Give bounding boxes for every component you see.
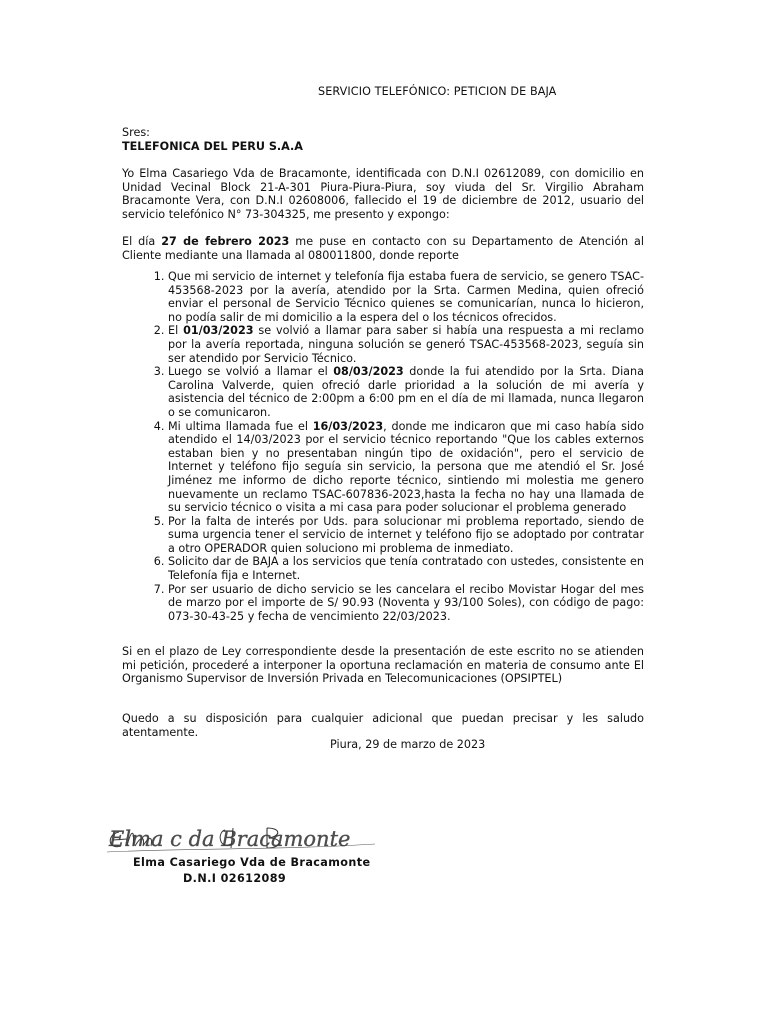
contact-text-post: me puse en contacto con su Departamento de Atención al Cliente mediante una llamada al 080011800, donde reporte bbox=[122, 235, 644, 262]
list-item bbox=[168, 270, 644, 324]
signature-text: Elma c da Bracamonte bbox=[109, 827, 351, 851]
list-item-text: El bbox=[168, 324, 184, 338]
list-item-text: Mi ultima llamada fue el bbox=[168, 419, 313, 433]
list-item-text: Luego se volvió a llamar el bbox=[168, 365, 334, 379]
report-list bbox=[122, 270, 644, 623]
list-item-text: , donde me indicaron que mi caso había sido atendido el 14/03/2023 por el servicio técnico reportando "Que los cables externos estaban bien y no presentaban ningún tipo de oxidación", pero el servicio de Internet y teléfono fijo seguía sin servicio, la persona que me atendió el Sr. José Jiménez me informo de dicho reporte técnico, sintiendo mi molestia me genero nuevamente un reclamo TSAC-607836-2023,hasta la fecha no hay una llamada de su servicio técnico o visita a mi casa para poder solucionar el problema generado bbox=[168, 419, 644, 515]
place-and-date: Piura, 29 de marzo de 2023 bbox=[330, 738, 486, 751]
intro-paragraph: Yo Elma Casariego Vda de Bracamonte, identificada con D.N.I 02612089, con domicilio en Unidad Vecinal Block 21-A-301 Piura-Piura-Piura, soy viuda del Sr. Virgilio Abraham Bracamonte Vera, con D.N.I 02608006, fallecido el 19 de diciembre de 2012, usuario del servicio telefónico N° 73-304325, me presento y expongo: bbox=[122, 167, 644, 221]
contact-paragraph bbox=[122, 235, 644, 262]
list-item-date: 01/03/2023 bbox=[183, 324, 254, 338]
list-item-text: donde la fui atendido por la Srta. Diana Carolina Valverde, quien ofreció darle prioridad a la solución de mi avería y asistencia del técnico de 2:00pm a 6:00 pm en el día de mi llamada, nunca llegaron o se comunicaron. bbox=[168, 365, 644, 419]
list-item bbox=[168, 583, 644, 624]
letter-title: SERVICIO TELEFÓNICO: PETICION DE BAJA bbox=[318, 85, 557, 98]
list-item-text: se volvió a llamar para saber si había una respuesta a mi reclamo por la avería reportada, ninguna solución se generó TSAC-453568-2023, seguía sin ser atendido por Servicio Técnico. bbox=[168, 324, 644, 365]
list-item bbox=[168, 515, 644, 556]
contact-text-pre: El día bbox=[122, 235, 162, 248]
list-item-date: 16/03/2023 bbox=[312, 419, 384, 433]
contact-date: 27 de febrero 2023 bbox=[161, 235, 290, 248]
farewell-paragraph: Quedo a su disposición para cualquier adicional que puedan precisar y les saludo atentamente. bbox=[122, 712, 644, 739]
signer-name: Elma Casariego Vda de Bracamonte bbox=[133, 856, 371, 869]
salutation-block bbox=[122, 126, 644, 153]
signer-dni: D.N.I 02612089 bbox=[183, 872, 287, 885]
list-item-text: Por ser usuario de dicho servicio se les cancelara el recibo Movistar Hogar del mes de marzo por el importe de S/ 90.93 (Noventa y 93/100 Soles), con código de pago: 073-30-43-25 y fecha de vencimiento 22/03/2023. bbox=[168, 582, 644, 623]
list-item-text: Por la falta de interés por Uds. para solucionar mi problema reportado, siendo de suma urgencia tener el servicio de internet y teléfono fijo se adoptado por contratar a otro OPERADOR quien soluciono mi problema de inmediato. bbox=[168, 514, 644, 555]
salutation: Sres: bbox=[122, 126, 150, 139]
list-item bbox=[168, 365, 644, 419]
list-item bbox=[168, 420, 644, 515]
list-item bbox=[168, 555, 644, 582]
handwritten-signature bbox=[105, 822, 380, 858]
list-item-text: Solicito dar de BAJA a los servicios que tenía contratado con ustedes, consistente en Telefonía fija e Internet. bbox=[168, 555, 644, 583]
list-item-text: Que mi servicio de internet y telefonía fija estaba fuera de servicio, se genero TSAC-453568-2023 por la avería, atendido por la Srta. Carmen Medina, quien ofreció enviar el personal de Servicio Técnico quienes se comunicarían, nunca lo hicieron, no podía salir de mi domicilio a la espera del o los técnicos ofrecidos. bbox=[168, 270, 644, 324]
closing-paragraph: Si en el plazo de Ley correspondiente desde la presentación de este escrito no se atienden mi petición, procederé a interponer la oportuna reclamación en materia de consumo ante El Organismo Supervisor de Inversión Privada en Telecomunicaciones (OPSIPTEL) bbox=[122, 645, 644, 686]
list-item bbox=[168, 324, 644, 365]
list-item-date: 08/03/2023 bbox=[333, 365, 404, 379]
recipient-name: TELEFONICA DEL PERU S.A.A bbox=[122, 139, 303, 153]
